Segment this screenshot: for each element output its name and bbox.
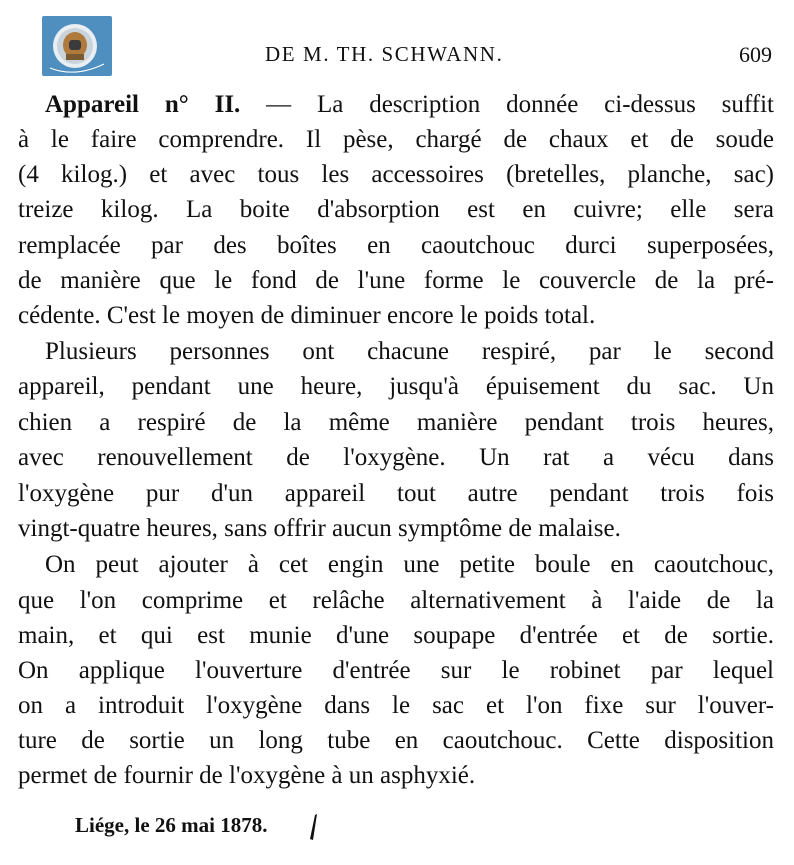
- text-line: l'oxygène pur d'un appareil tout autre pendant trois fois: [18, 480, 774, 507]
- ink-mark-icon: [307, 812, 323, 842]
- page-number: 609: [739, 42, 772, 67]
- text-line: vingt-quatre heures, sans offrir aucun symptôme de malaise.: [18, 515, 621, 542]
- text-line: avec renouvellement de l'oxygène. Un rat a vécu dans: [18, 444, 774, 471]
- text-line: permet de fournir de l'oxygène à un asphyxié.: [18, 762, 476, 789]
- text-line: on a introduit l'oxygène dans le sac et l'on fixe sur l'ouver-: [18, 692, 774, 719]
- text-line: cédente. C'est le moyen de diminuer encore le poids total.: [18, 302, 596, 329]
- text-line: à le faire comprendre. Il pèse, chargé de chaux et de soude: [18, 126, 774, 153]
- text-line: que l'on comprime et relâche alternativement à l'aide de la: [18, 587, 774, 614]
- text-line: On applique l'ouverture d'entrée sur le robinet par lequel: [18, 657, 774, 684]
- text-line: de manière que le fond de l'une forme le couvercle de la pré-: [18, 267, 774, 294]
- text-line: (4 kilog.) et avec tous les accessoires (bretelles, planche, sac): [18, 161, 774, 188]
- text-line: On peut ajouter à cet engin une petite boule en caoutchouc,: [45, 551, 774, 578]
- text-line: ture de sortie un long tube en caoutchouc. Cette disposition: [18, 727, 774, 754]
- text-line: Appareil n° II. — La description donnée ci-dessus suffit: [45, 91, 774, 118]
- text-line: remplacée par des boîtes en caoutchouc durci superposées,: [18, 232, 774, 259]
- page-header: [0, 42, 794, 72]
- section-heading: Appareil n° II.: [45, 91, 241, 118]
- running-head: DE M. TH. SCHWANN.: [265, 42, 504, 66]
- place-date-signature: Liége, le 26 mai 1878.: [75, 813, 268, 837]
- text-line: treize kilog. La boite d'absorption est en cuivre; elle sera: [18, 196, 774, 223]
- text-line: chien a respiré de la même manière pendant trois heures,: [18, 409, 774, 436]
- text-line: Plusieurs personnes ont chacune respiré, par le second: [45, 338, 774, 365]
- text-line: main, et qui est munie d'une soupape d'entrée et de sortie.: [18, 622, 774, 649]
- text-line: appareil, pendant une heure, jusqu'à épuisement du sac. Un: [18, 373, 774, 400]
